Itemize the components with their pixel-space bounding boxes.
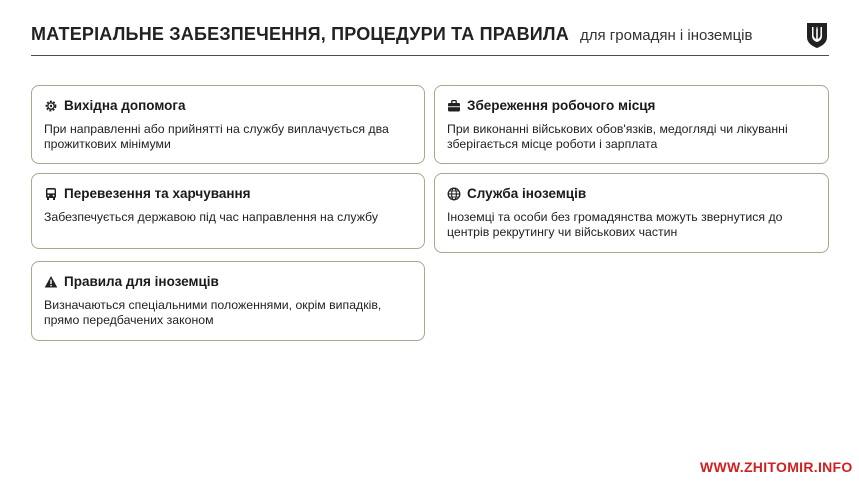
card-foreigners-rules (31, 261, 425, 341)
card-text: Забезпечується державою під час направлення на службу (44, 210, 378, 224)
card-title: Служба іноземців (467, 186, 587, 201)
page-title: МАТЕРІАЛЬНЕ ЗАБЕЗПЕЧЕННЯ, ПРОЦЕДУРИ ТА ПРАВИЛА (31, 24, 569, 44)
card-header (447, 186, 586, 201)
bus-icon (44, 187, 58, 201)
card-header (447, 98, 655, 113)
card-transport-food (31, 173, 425, 249)
trident-shield-icon (805, 21, 829, 49)
warning-icon (44, 275, 58, 289)
briefcase-icon (447, 99, 461, 113)
card-text: При направленні або прийнятті на службу виплачується два прожиткових мінімуми (44, 122, 389, 151)
card-severance-pay (31, 85, 425, 164)
card-text: Визначаються спеціальними положеннями, окрім випадків, прямо передбачених законом (44, 298, 382, 327)
card-title: Перевезення та харчування (64, 186, 251, 201)
header-divider (31, 55, 829, 56)
gear-icon (44, 99, 58, 113)
globe-icon (447, 187, 461, 201)
page-subtitle: для громадян і іноземців (580, 27, 753, 44)
card-header (44, 186, 251, 201)
card-text: Іноземці та особи без громадянства можуть звернутися до центрів рекрутингу чи військових частин (447, 210, 783, 239)
card-job-retention (434, 85, 829, 164)
card-header (44, 98, 186, 113)
card-title: Збереження робочого місця (467, 98, 656, 113)
card-title: Правила для іноземців (64, 274, 219, 289)
watermark: WWW.ZHITOMIR.INFO (700, 459, 853, 475)
card-foreigners-service (434, 173, 829, 253)
card-title: Вихідна допомога (64, 98, 186, 113)
card-text: При виконанні військових обов'язків, медогляді чи лікуванні зберігається місце роботи і зарплата (447, 122, 788, 151)
card-header (44, 274, 219, 289)
